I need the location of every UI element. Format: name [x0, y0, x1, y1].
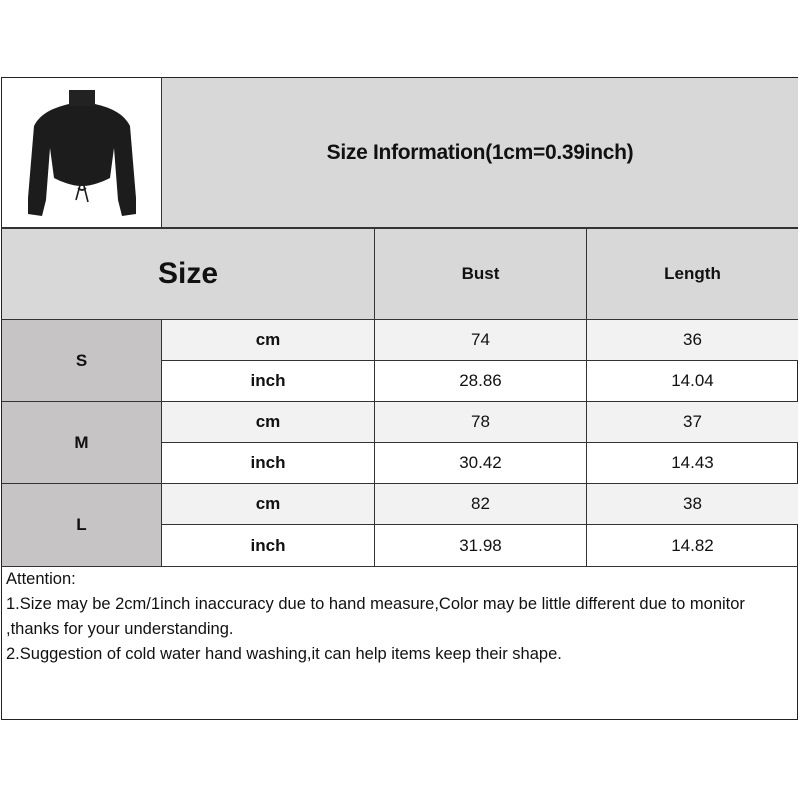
bust-value	[375, 443, 586, 483]
length-value	[587, 320, 798, 360]
table-row	[162, 525, 374, 566]
table-row	[162, 320, 374, 360]
table-row	[162, 402, 374, 442]
divider	[162, 360, 798, 361]
bust-value-text: 30.42	[459, 453, 502, 472]
divider	[161, 77, 162, 228]
bust-value-text: 31.98	[459, 535, 502, 555]
divider	[161, 319, 162, 566]
bust-value	[375, 402, 586, 442]
bust-value-text: 74	[471, 330, 490, 349]
size-label: M	[74, 432, 89, 452]
length-value	[587, 484, 798, 524]
length-header-cell	[587, 229, 798, 319]
length-value	[587, 361, 798, 401]
length-value	[587, 525, 798, 566]
length-value-text: 14.82	[671, 535, 714, 555]
length-value-text: 37	[683, 412, 702, 431]
length-value-text: 36	[683, 330, 702, 349]
bust-header: Bust	[461, 264, 500, 283]
bust-header-cell	[375, 229, 586, 319]
note-line-1: 1.Size may be 2cm/1inch inaccuracy due to hand measure,Color may be little different due to monitor ,thanks for your understanding.	[6, 595, 745, 638]
size-label: L	[76, 515, 87, 534]
unit-label: inch	[250, 535, 286, 555]
divider	[1, 483, 798, 484]
length-value-text: 14.04	[671, 371, 714, 390]
length-value	[587, 402, 798, 442]
note-line-2: 2.Suggestion of cold water hand washing,it can help items keep their shape.	[6, 645, 562, 663]
unit-label: cm	[255, 412, 281, 431]
table-row	[162, 443, 374, 483]
bust-value-text: 82	[471, 494, 490, 513]
bust-value	[375, 484, 586, 524]
page-title: Size Information(1cm=0.39inch)	[326, 140, 634, 164]
length-header: Length	[664, 264, 721, 283]
size-label: S	[75, 350, 88, 370]
bust-value	[375, 361, 586, 401]
divider	[162, 442, 798, 443]
size-header: Size	[157, 257, 219, 290]
divider	[162, 524, 798, 525]
bust-value-text: 78	[471, 412, 490, 431]
size-cell-l	[2, 484, 161, 566]
unit-label: cm	[255, 330, 281, 349]
divider	[1, 227, 798, 229]
table-row	[162, 361, 374, 401]
bust-value	[375, 525, 586, 566]
bust-value-text: 28.86	[459, 371, 502, 390]
cropped-long-sleeve-top-image	[2, 78, 161, 227]
attention-notes	[2, 567, 798, 717]
length-value	[587, 443, 798, 483]
unit-label: inch	[250, 453, 286, 472]
attention-heading: Attention:	[6, 570, 76, 588]
bust-value	[375, 320, 586, 360]
length-value-text: 14.43	[671, 453, 714, 472]
divider	[374, 228, 375, 566]
divider	[586, 228, 587, 566]
size-cell-m	[2, 402, 161, 483]
table-row	[162, 484, 374, 524]
divider	[1, 319, 798, 320]
title-banner	[162, 78, 798, 227]
unit-label: inch	[250, 371, 286, 390]
size-header-cell	[2, 229, 374, 319]
length-value-text: 38	[683, 494, 702, 513]
size-cell-s	[2, 320, 161, 401]
unit-label: cm	[255, 494, 281, 513]
divider	[1, 401, 798, 402]
product-image-frame	[2, 78, 161, 227]
